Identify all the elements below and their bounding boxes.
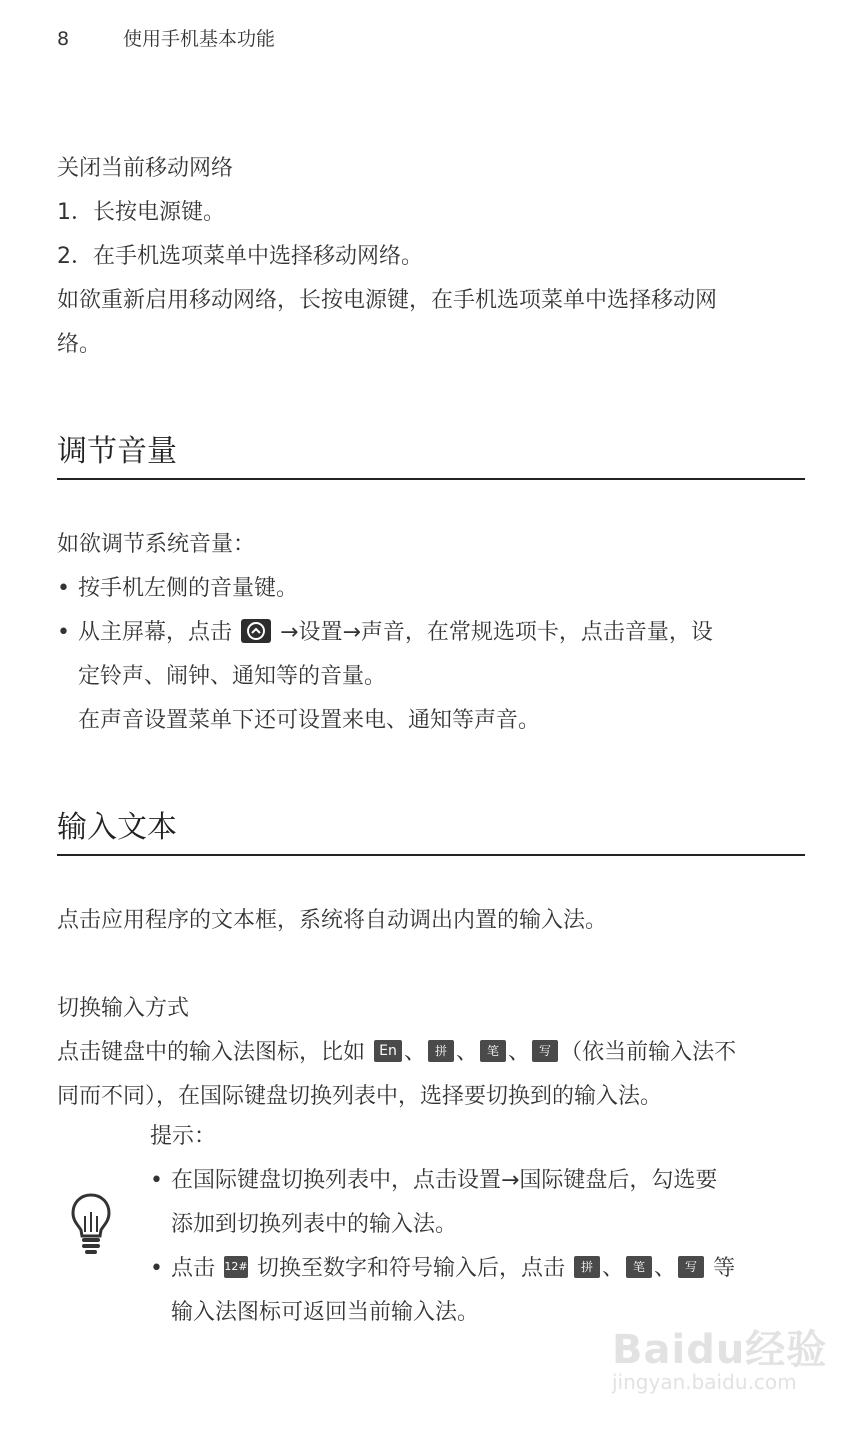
step-1: 1．长按电源键。	[57, 200, 225, 225]
separator: 、	[508, 1040, 531, 1065]
volume-heading: 调节音量	[57, 434, 177, 469]
handwrite-icon: 写	[678, 1256, 704, 1278]
volume-bullet-1: 按手机左侧的音量键。	[78, 576, 299, 601]
pinyin-icon: 拼	[574, 1256, 600, 1278]
number-symbol-icon: 12#	[224, 1256, 248, 1278]
lightbulb-icon	[70, 1192, 112, 1260]
stroke-icon: 笔	[626, 1256, 652, 1278]
tip-label: 提示：	[150, 1124, 217, 1149]
volume-intro: 如欲调节系统音量：	[57, 532, 256, 557]
reenable-note-line2: 络。	[57, 332, 102, 357]
bullet-dot: •	[150, 1256, 163, 1281]
input-heading: 输入文本	[57, 810, 177, 845]
reenable-note-line1: 如欲重新启用移动网络，长按电源键，在手机选项菜单中选择移动网	[57, 288, 718, 313]
volume-heading-rule	[57, 478, 805, 480]
bullet-dot: •	[57, 576, 70, 601]
tip-bullet-2-line2: 输入法图标可返回当前输入法。	[171, 1300, 480, 1325]
pinyin-icon: 拼	[428, 1040, 454, 1062]
switch-input-para-line2: 同而不同），在国际键盘切换列表中，选择要切换到的输入法。	[57, 1084, 663, 1109]
input-heading-rule	[57, 854, 805, 856]
page-number: 8	[57, 28, 70, 50]
chapter-title: 使用手机基本功能	[123, 28, 276, 50]
stroke-icon: 笔	[480, 1040, 506, 1062]
tip-bullet-1-line1: 在国际键盘切换列表中，点击设置→国际键盘后，勾选要	[171, 1168, 718, 1193]
home-icon	[241, 619, 271, 643]
separator: 、	[404, 1040, 427, 1065]
volume-bullet-2-pre: 从主屏幕，点击	[78, 620, 233, 645]
input-intro: 点击应用程序的文本框，系统将自动调出内置的输入法。	[57, 908, 608, 933]
switch-input-para-pre: 点击键盘中的输入法图标，比如	[57, 1040, 366, 1065]
switch-input-para-post: （依当前输入法不	[560, 1040, 737, 1065]
close-network-title: 关闭当前移动网络	[57, 156, 234, 181]
watermark-url: jingyan.baidu.com	[612, 1370, 797, 1394]
switch-input-para-line1	[57, 1038, 736, 1068]
tip-bullet-1-line2: 添加到切换列表中的输入法。	[171, 1212, 458, 1237]
tip-bullet-2-line1	[171, 1254, 735, 1284]
volume-bullet-2-line2: 定铃声、闹钟、通知等的音量。	[78, 664, 387, 689]
separator: 、	[456, 1040, 479, 1065]
tip-bullet-2-mid: 切换至数字和符号输入后，点击	[257, 1256, 566, 1281]
volume-bullet-2-post: →设置→声音，在常规选项卡，点击音量，设	[280, 620, 713, 645]
bullet-dot: •	[150, 1168, 163, 1193]
tip-bullet-2-pre: 点击	[171, 1256, 216, 1281]
switch-input-title: 切换输入方式	[57, 996, 190, 1021]
en-icon: En	[374, 1040, 402, 1062]
watermark-brand: Baidu经验	[612, 1327, 828, 1373]
volume-bullet-2-line3: 在声音设置菜单下还可设置来电、通知等声音。	[78, 708, 541, 733]
handwrite-icon: 写	[532, 1040, 558, 1062]
volume-bullet-2	[78, 618, 713, 648]
chevron-up-circle-icon	[241, 619, 271, 643]
separator: 、	[602, 1256, 625, 1281]
step-2: 2．在手机选项菜单中选择移动网络。	[57, 244, 423, 269]
tip-bullet-2-post: 等	[713, 1256, 736, 1281]
separator: 、	[654, 1256, 677, 1281]
bullet-dot: •	[57, 620, 70, 645]
